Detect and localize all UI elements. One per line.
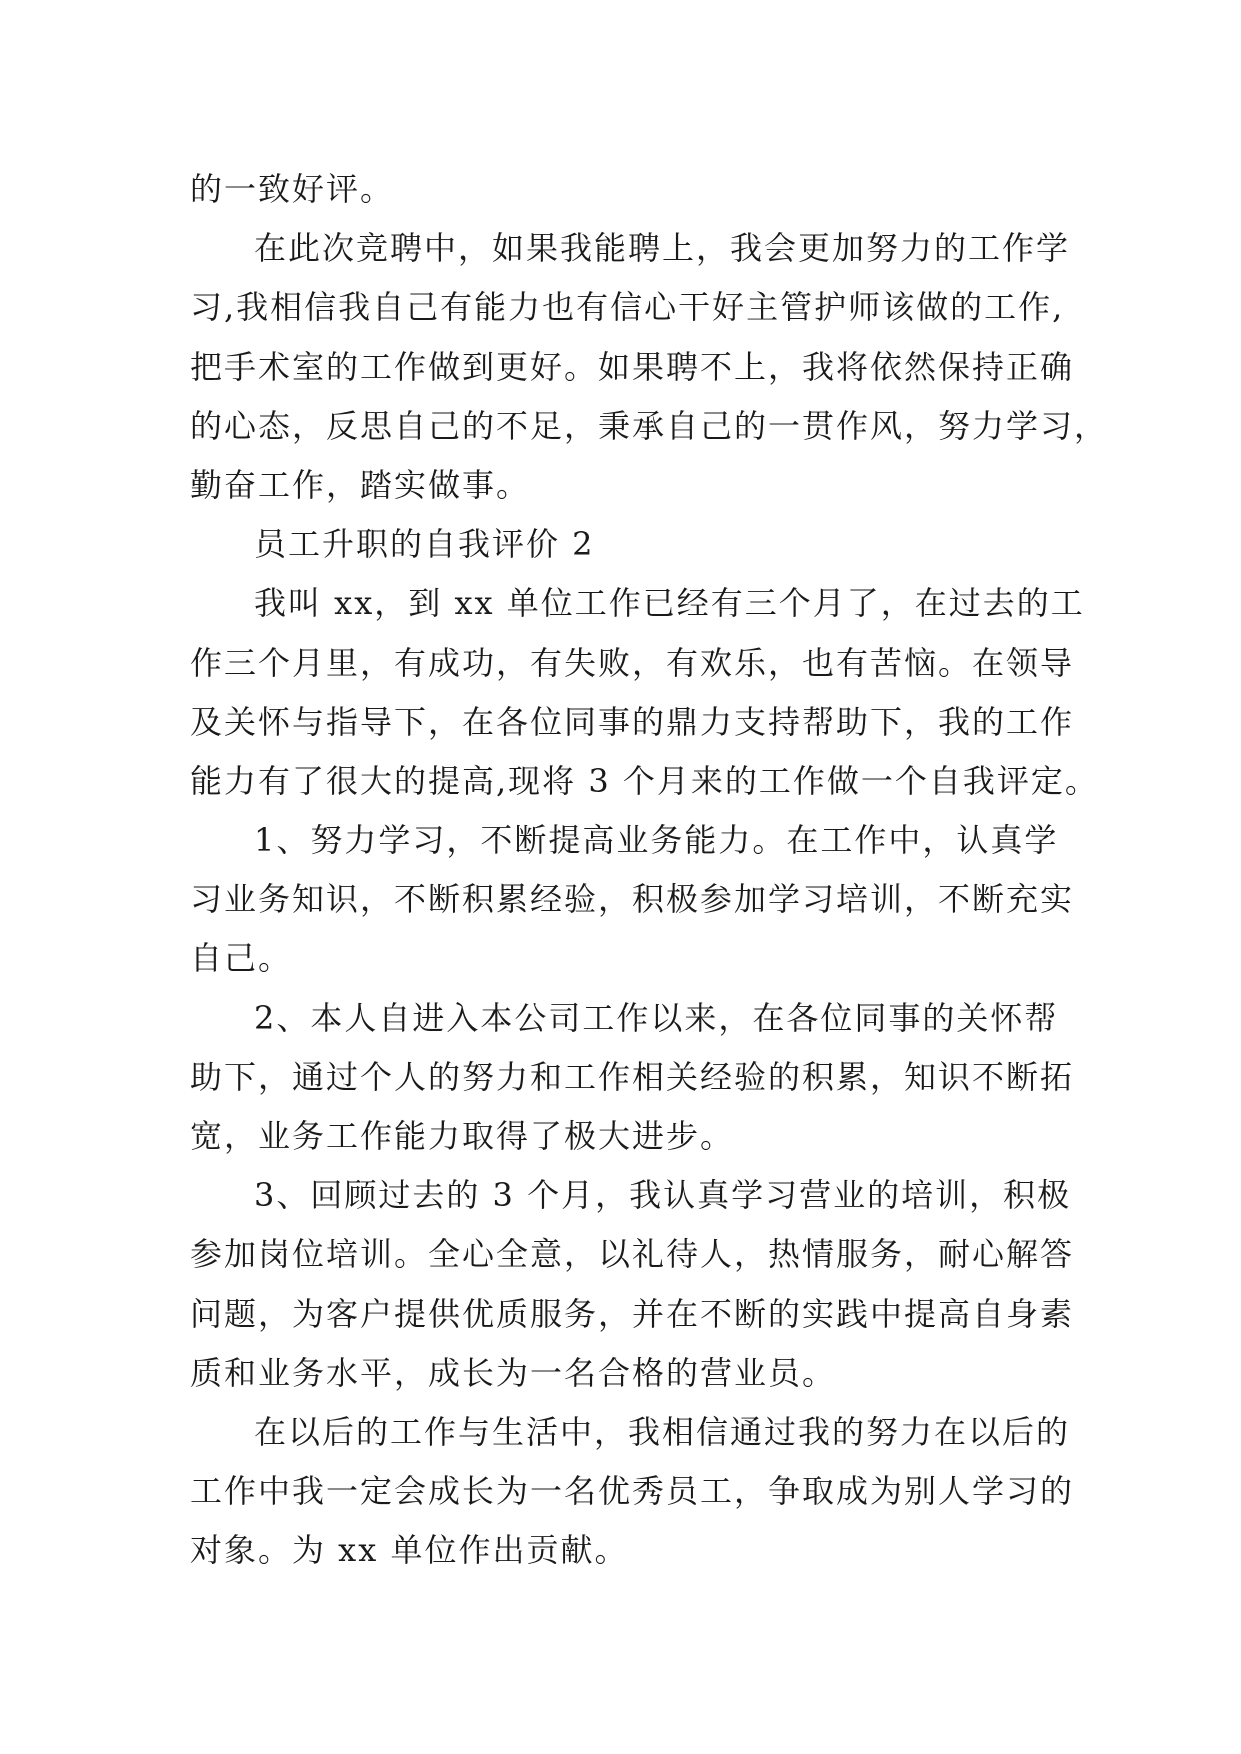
text-line: 参加岗位培训。全心全意，以礼待人，热情服务，耐心解答: [190, 1235, 1075, 1274]
text-line: 在此次竞聘中，如果我能聘上，我会更加努力的工作学: [254, 229, 1071, 268]
text-line: 习业务知识，不断积累经验，积极参加学习培训，不断充实: [190, 880, 1075, 919]
text-line: 问题，为客户提供优质服务，并在不断的实践中提高自身素: [190, 1294, 1075, 1333]
text-line: 对象。为 xx 单位作出贡献。: [190, 1531, 629, 1570]
text-line: 及关怀与指导下，在各位同事的鼎力支持帮助下，我的工作: [190, 702, 1075, 741]
text-line: 宽，业务工作能力取得了极大进步。: [190, 1117, 735, 1155]
document-body: [190, 160, 1109, 1581]
text-line: 能力有了很大的提高,现将 3 个月来的工作做一个自我评定。: [190, 761, 1099, 800]
text-line: 我叫 xx，到 xx 单位工作已经有三个月了，在过去的工: [254, 584, 1085, 623]
text-line: 作三个月里，有成功，有失败，有欢乐，也有苦恼。在领导: [190, 643, 1075, 682]
text-line: 习,我相信我自己有能力也有信心干好主管护师该做的工作,: [190, 288, 1065, 327]
text-line: 工作中我一定会成长为一名优秀员工，争取成为别人学习的: [190, 1472, 1075, 1511]
text-line: 2、本人自进入本公司工作以来，在各位同事的关怀帮: [254, 998, 1059, 1037]
text-line: 自己。: [190, 939, 293, 978]
text-line: 助下，通过个人的努力和工作相关经验的积累，知识不断拓: [190, 1057, 1075, 1096]
text-line: 3、回顾过去的 3 个月，我认真学习营业的培训，积极: [254, 1176, 1072, 1215]
text-line: 在以后的工作与生活中，我相信通过我的努力在以后的: [254, 1412, 1071, 1451]
text-line: 的一致好评。: [190, 170, 395, 208]
text-line: 把手术室的工作做到更好。如果聘不上，我将依然保持正确: [190, 347, 1075, 386]
text-line: 勤奋工作，踏实做事。: [190, 465, 531, 504]
text-line: 的心态，反思自己的不足，秉承自己的一贯作风，努力学习，: [190, 406, 1109, 445]
text-line: 1、努力学习，不断提高业务能力。在工作中，认真学: [254, 821, 1059, 860]
text-line: 员工升职的自我评价 2: [254, 525, 595, 564]
text-line: 质和业务水平，成长为一名合格的营业员。: [190, 1353, 837, 1392]
